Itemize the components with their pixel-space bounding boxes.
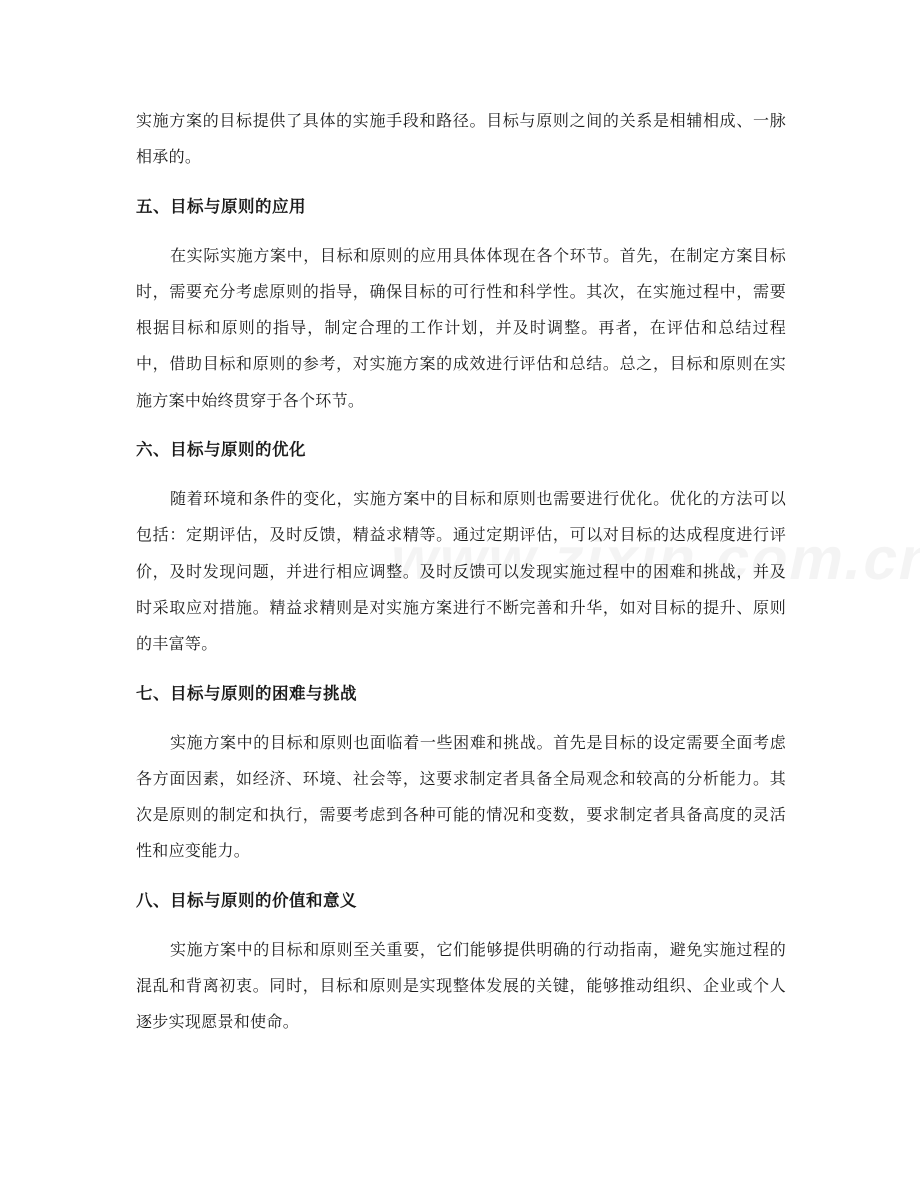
section-body-6: 随着环境和条件的变化，实施方案中的目标和原则也需要进行优化。优化的方法可以包括：定期评估，及时反馈，精益求精等。通过定期评估，可以对目标的达成程度进行评价，及时发现问题，并进行相应调整。及时反馈可以发现实施过程中的困难和挑战，并及时采取应对措施。精益求精则是对实施方案进行不断完善和升华，如对目标的提升、原则的丰富等。 [136, 489, 786, 654]
section-heading-8: 八、目标与原则的价值和意义 [136, 890, 357, 910]
intro-paragraph: 实施方案的目标提供了具体的实施手段和路径。目标与原则之间的关系是相辅相成、一脉相承的。 [136, 111, 786, 167]
document-body [136, 103, 786, 1041]
section-heading-6: 六、目标与原则的优化 [136, 440, 306, 460]
section-heading-7: 七、目标与原则的困难与挑战 [136, 683, 357, 703]
section-body-5: 在实际实施方案中，目标和原则的应用具体体现在各个环节。首先，在制定方案目标时，需要充分考虑原则的指导，确保目标的可行性和科学性。其次，在实施过程中，需要根据目标和原则的指导，制定合理的工作计划，并及时调整。再者，在评估和总结过程中，借助目标和原则的参考，对实施方案的成效进行评估和总结。总之，目标和原则在实施方案中始终贯穿于各个环节。 [136, 245, 786, 410]
section-body-7: 实施方案中的目标和原则也面临着一些困难和挑战。首先是目标的设定需要全面考虑各方面因素，如经济、环境、社会等，这要求制定者具备全局观念和较高的分析能力。其次是原则的制定和执行，需要考虑到各种可能的情况和变数，要求制定者具备高度的灵活性和应变能力。 [136, 732, 786, 861]
section-body-8: 实施方案中的目标和原则至关重要，它们能够提供明确的行动指南，避免实施过程的混乱和背离初衷。同时，目标和原则是实现整体发展的关键，能够推动组织、企业或个人逐步实现愿景和使命。 [136, 939, 786, 1032]
section-heading-5: 五、目标与原则的应用 [136, 196, 306, 216]
